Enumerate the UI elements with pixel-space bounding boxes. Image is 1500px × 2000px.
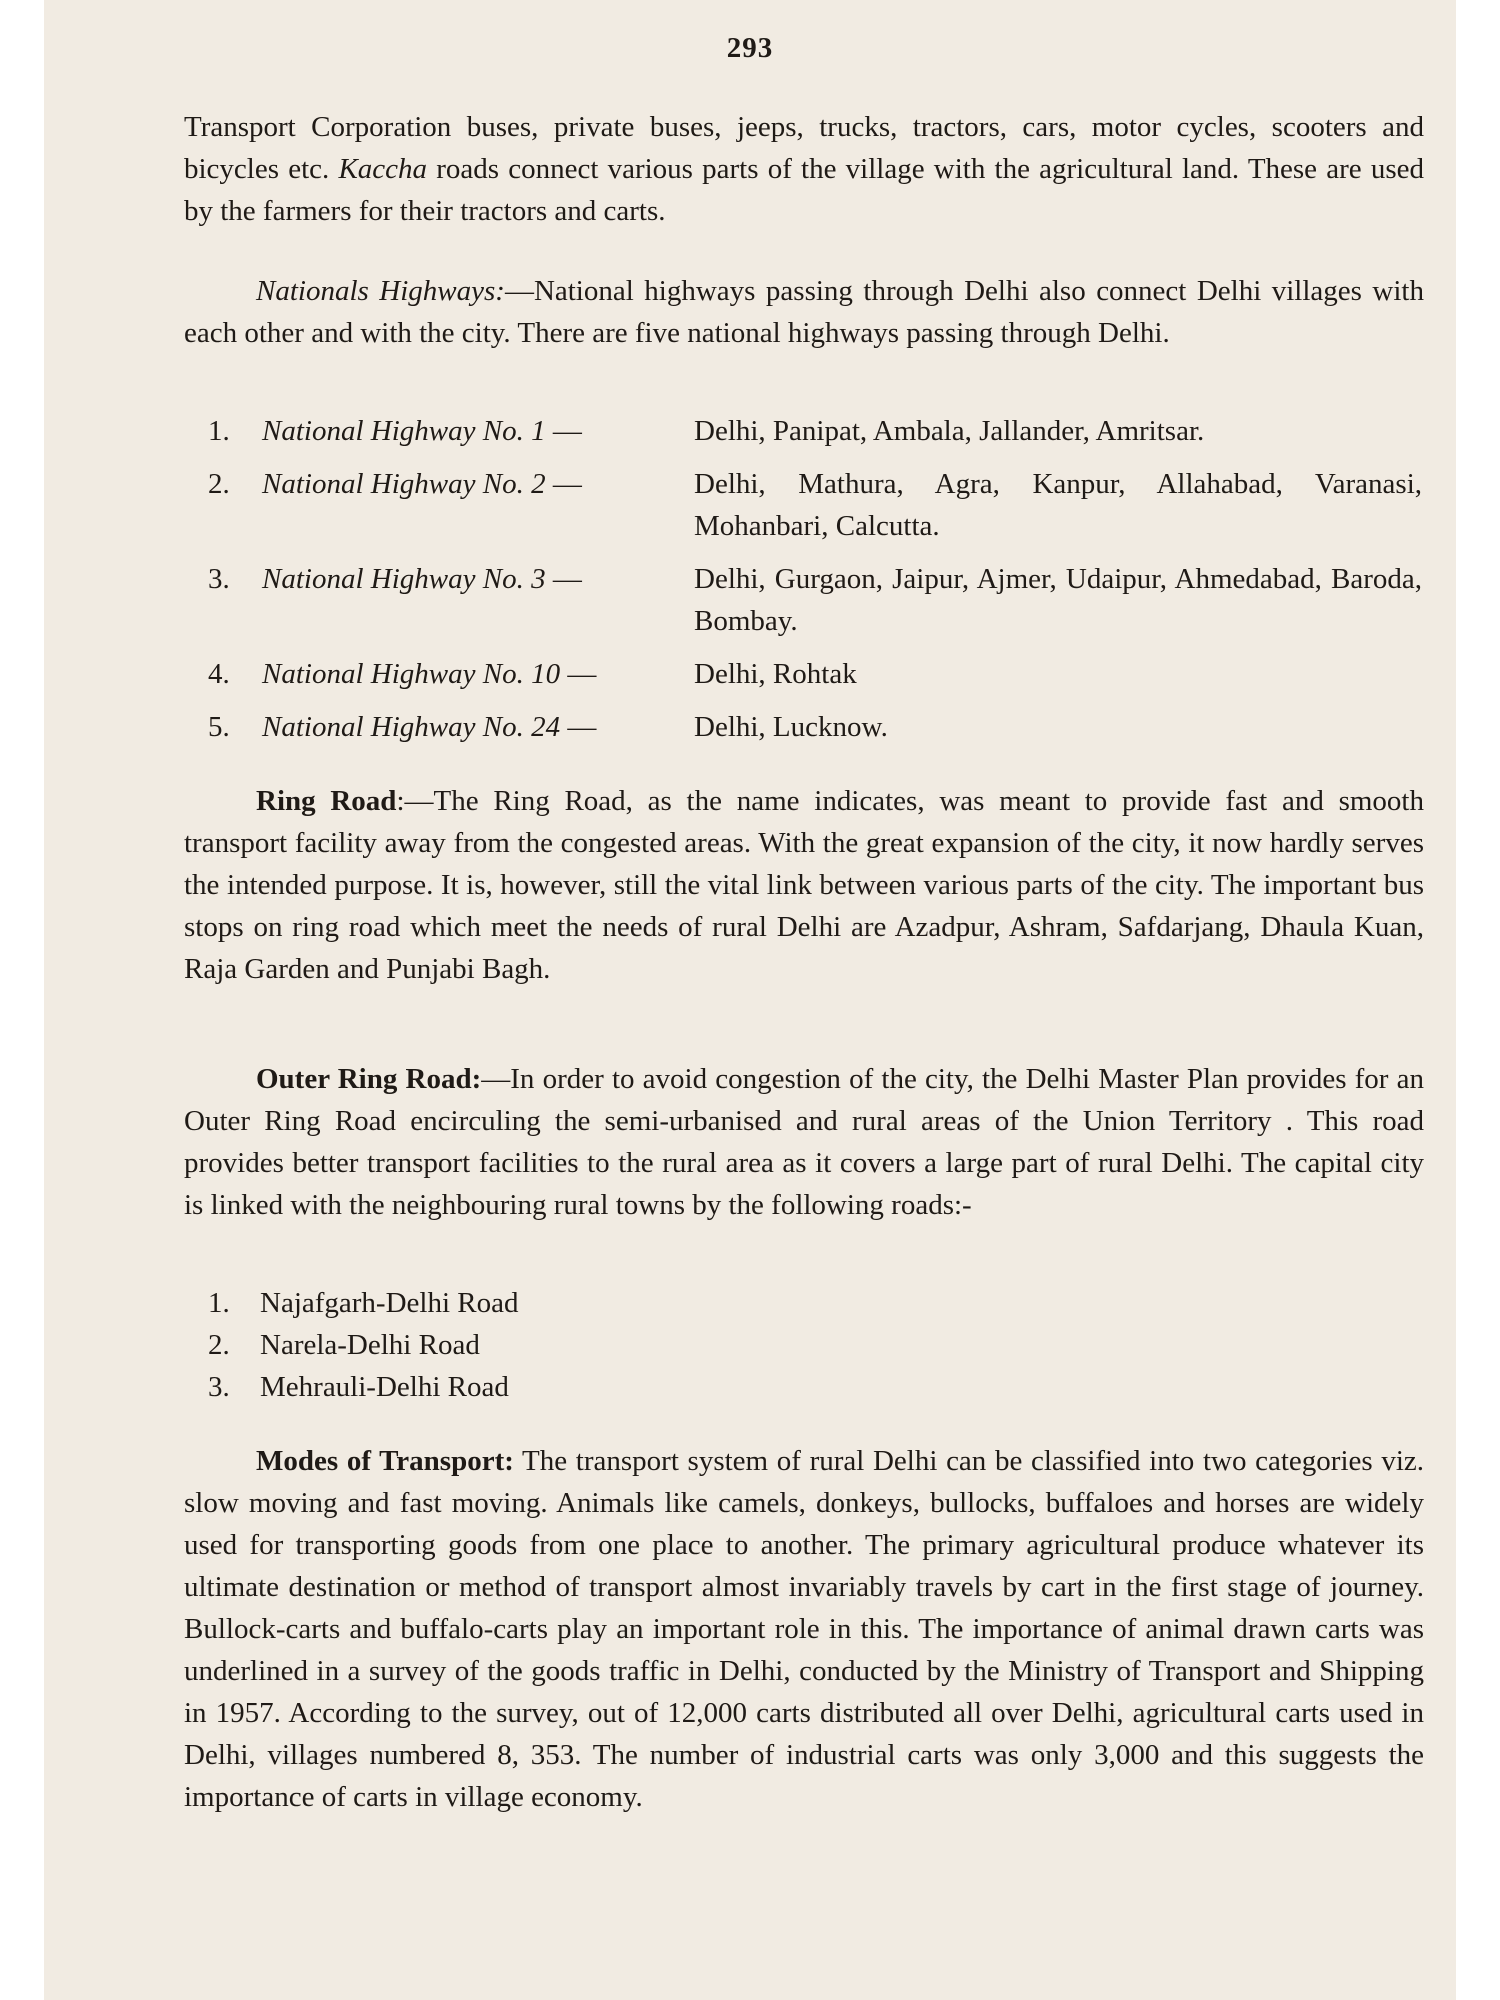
modes-of-transport-heading: Modes of Transport:	[256, 1445, 514, 1477]
intro-paragraph	[184, 106, 1424, 232]
highway-number: 4.	[208, 658, 230, 690]
modes-of-transport-paragraph	[184, 1440, 1424, 1818]
road-number: 3.	[208, 1371, 230, 1403]
highway-number: 2.	[208, 468, 230, 500]
road-number: 2.	[208, 1329, 230, 1361]
national-highways-heading: Nationals Highways:	[256, 275, 505, 307]
road-name: Najafgarh-Delhi Road	[260, 1287, 519, 1319]
national-highways-text: —National highways passing through Delhi also connect Delhi villages with each other and with the city. There are five national highways passing through Delhi.	[184, 275, 1424, 349]
highway-dash: —	[552, 468, 582, 500]
modes-of-transport-text: The transport system of rural Delhi can be classified into two categories viz. slow moving and fast moving. Animals like camels, donkeys, bullocks, buffaloes and horses are widely used for transporting goods from one place to another. The primary agricultural produce whatever its ultimate destination or method of transport almost invariably travels by cart in the first stage of journey. Bullock-carts and buffalo-carts play an important role in this. The importance of animal drawn carts was underlined in a survey of the goods traffic in Delhi, conducted by the Ministry of Transport and Shipping in 1957. According to the survey, out of 12,000 carts distributed all over Delhi, agricultural carts used in Delhi, villages numbered 8, 353. The number of industrial carts was only 3,000 and this suggests the importance of carts in village economy.	[184, 1445, 1424, 1813]
highway-item	[208, 706, 1422, 748]
page-number: 293	[726, 32, 774, 64]
highway-number: 5.	[208, 711, 230, 743]
highway-name: National Highway No. 1	[262, 415, 546, 447]
highway-item	[208, 653, 1422, 695]
highway-places: Delhi, Gurgaon, Jaipur, Ajmer, Udaipur, Ahmedabad, Baroda, Bombay.	[694, 563, 1422, 637]
highway-places: Delhi, Mathura, Agra, Kanpur, Allahabad, Varanasi, Mohanbari, Calcutta.	[694, 468, 1422, 542]
highway-dash: —	[552, 563, 582, 595]
book-page	[44, 0, 1456, 2000]
kaccha-term: Kaccha	[338, 153, 428, 185]
outer-ring-road-heading: Outer Ring Road:	[256, 1063, 482, 1095]
highway-item	[208, 558, 1422, 642]
highway-name: National Highway No. 24	[262, 711, 561, 743]
outer-ring-road-text: —In order to avoid congestion of the city, the Delhi Master Plan provides for an Outer Ring Road encirculing the semi-urbanised and rural areas of the Union Territory . This road provides better transport facilities to the rural area as it covers a large part of rural Delhi. The capital city is linked with the neighbouring rural towns by the following roads:-	[184, 1063, 1425, 1221]
ring-road-paragraph	[184, 780, 1424, 990]
highway-places: Delhi, Rohtak	[694, 658, 857, 690]
highway-dash: —	[567, 658, 597, 690]
highway-places: Delhi, Panipat, Ambala, Jallander, Amritsar.	[694, 415, 1205, 447]
highway-dash: —	[567, 711, 597, 743]
road-item	[208, 1366, 518, 1408]
road-name: Narela-Delhi Road	[260, 1329, 480, 1361]
national-highways-list	[208, 410, 1422, 759]
highway-item	[208, 463, 1422, 547]
highway-name: National Highway No. 2	[262, 468, 546, 500]
rural-roads-list	[208, 1282, 518, 1408]
road-name: Mehrauli-Delhi Road	[260, 1371, 509, 1403]
outer-ring-road-paragraph	[184, 1058, 1424, 1226]
highway-dash: —	[552, 415, 582, 447]
highway-name: National Highway No. 10	[262, 658, 561, 690]
highway-number: 3.	[208, 563, 230, 595]
road-item	[208, 1282, 518, 1324]
ring-road-heading: Ring Road	[256, 785, 397, 817]
highway-name: National Highway No. 3	[262, 563, 546, 595]
highway-places: Delhi, Lucknow.	[694, 711, 888, 743]
highway-number: 1.	[208, 415, 230, 447]
road-item	[208, 1324, 518, 1366]
national-highways-paragraph	[184, 270, 1424, 354]
intro-text-2: roads connect various parts of the village with the agricultural land. These are used by the farmers for their tractors and carts.	[184, 153, 1424, 227]
road-number: 1.	[208, 1287, 230, 1319]
intro-text-1: Transport Corporation buses, private buses, jeeps, trucks, tractors, cars, motor cycles, scooters and bicycles etc.	[184, 111, 1424, 185]
highway-item	[208, 410, 1422, 452]
ring-road-text: :—The Ring Road, as the name indicates, was meant to provide fast and smooth transport facility away from the congested areas. With the great expansion of the city, it now hardly serves the intended purpose. It is, however, still the vital link between various parts of the city. The important bus stops on ring road which meet the needs of rural Delhi are Azadpur, Ashram, Safdarjang, Dhaula Kuan, Raja Garden and Punjabi Bagh.	[184, 785, 1424, 985]
